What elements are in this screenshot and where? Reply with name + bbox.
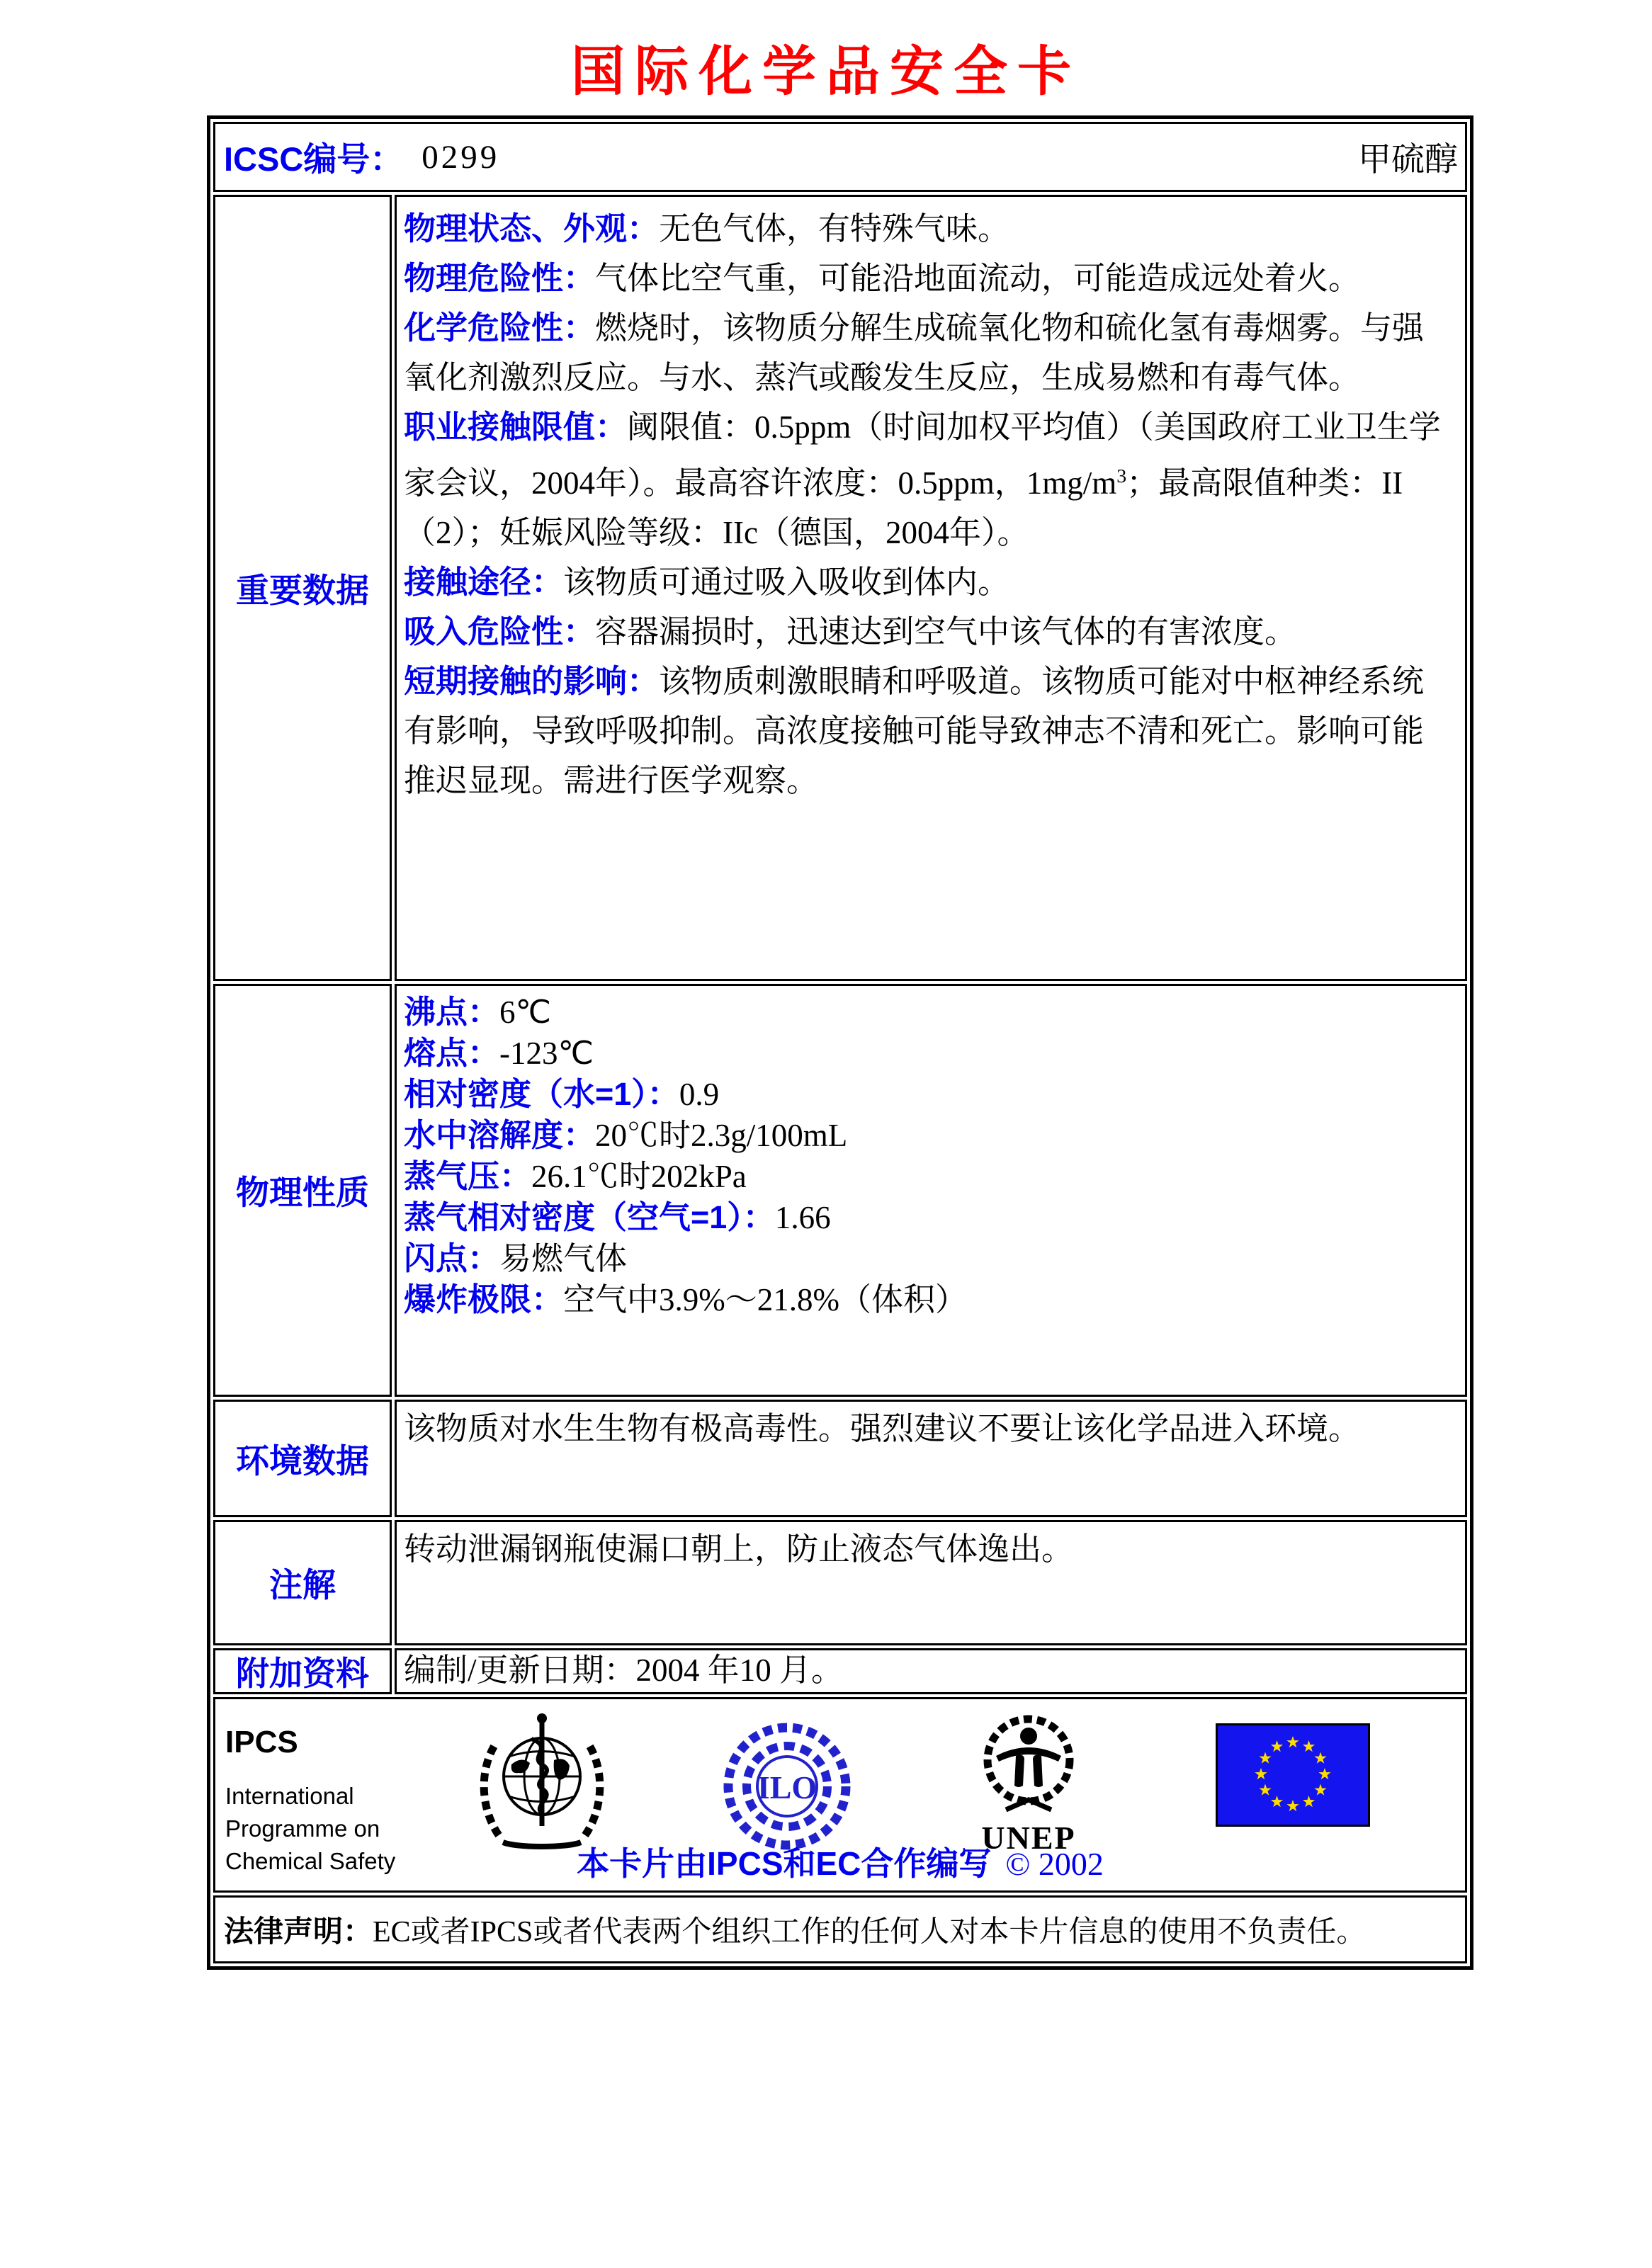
unep-logo-icon bbox=[972, 1712, 1085, 1818]
important-item bbox=[404, 402, 1455, 557]
item-label: 爆炸极限： bbox=[404, 1281, 564, 1317]
item-text: 0.9 bbox=[679, 1077, 720, 1112]
chemical-name: 甲硫醇 bbox=[1358, 142, 1458, 178]
page-title: 国际化学品安全卡 bbox=[571, 42, 1081, 102]
ilo-logo-icon bbox=[720, 1719, 854, 1854]
section-label-additional: 附加资料 bbox=[236, 1655, 369, 1692]
item-text: 6℃ bbox=[499, 994, 552, 1030]
physical-item bbox=[404, 1279, 1455, 1320]
physical-item bbox=[404, 992, 1455, 1033]
item-text: 容器漏损时，迅速达到空气中该气体的有害浓度。 bbox=[595, 614, 1297, 650]
legal-row bbox=[213, 1895, 1467, 1963]
environmental-data-row bbox=[213, 1400, 1467, 1517]
physical-item bbox=[404, 1238, 1455, 1279]
eu-flag-icon bbox=[1216, 1723, 1370, 1827]
item-label: 沸点： bbox=[404, 994, 500, 1030]
ipcs-title: IPCS bbox=[225, 1725, 298, 1759]
item-text: -123℃ bbox=[499, 1036, 594, 1071]
notes-label-cell bbox=[213, 1520, 392, 1645]
item-label: 接触途径： bbox=[404, 564, 564, 600]
item-text: 20℃时2.3g/100mL bbox=[595, 1118, 848, 1153]
important-item bbox=[404, 657, 1455, 805]
important-item bbox=[404, 254, 1455, 303]
item-text: 26.1℃时202kPa bbox=[531, 1159, 747, 1194]
caption-text: 本卡片由IPCS和EC合作编写 bbox=[577, 1845, 992, 1882]
item-text: 易燃气体 bbox=[499, 1241, 628, 1276]
logos-row bbox=[213, 1697, 1467, 1893]
card-table bbox=[207, 115, 1473, 1970]
important-item bbox=[404, 303, 1455, 402]
environmental-data-content: 该物质对水生生物有极高毒性。强烈建议不要让该化学品进入环境。 bbox=[395, 1400, 1467, 1517]
environmental-data-label-cell bbox=[213, 1400, 392, 1517]
logos-cell bbox=[213, 1697, 1467, 1893]
physical-properties-content bbox=[395, 984, 1467, 1397]
additional-info-content: 编制/更新日期：2004 年10 月。 bbox=[395, 1648, 1467, 1694]
important-item bbox=[404, 204, 1455, 254]
item-label: 蒸气压： bbox=[404, 1158, 532, 1194]
important-data-row bbox=[213, 195, 1467, 981]
item-text: 空气中3.9%～21.8%（体积） bbox=[563, 1282, 967, 1317]
item-text: 气体比空气重，可能沿地面流动，可能造成远处着火。 bbox=[595, 261, 1361, 296]
ilo-text: ILO bbox=[757, 1769, 817, 1805]
physical-item bbox=[404, 1033, 1455, 1074]
section-label-physical: 物理性质 bbox=[236, 1174, 369, 1211]
ipcs-subtitle-line1: International bbox=[225, 1783, 354, 1809]
physical-item bbox=[404, 1156, 1455, 1197]
item-label: 短期接触的影响： bbox=[404, 663, 660, 699]
important-data-content bbox=[395, 195, 1467, 981]
item-label: 熔点： bbox=[404, 1035, 500, 1071]
important-item bbox=[404, 557, 1455, 607]
item-label: 蒸气相对密度（空气=1）： bbox=[404, 1199, 775, 1235]
item-label: 闪点： bbox=[404, 1240, 500, 1276]
ipcs-subtitle-line2: Programme on bbox=[225, 1815, 380, 1842]
item-label: 物理状态、外观： bbox=[404, 210, 660, 246]
additional-info-label-cell bbox=[213, 1648, 392, 1694]
item-text: 1.66 bbox=[774, 1200, 831, 1235]
superscript: 3 bbox=[1116, 465, 1127, 487]
item-text: 阈限值：0.5ppm（时间加权平均值）（美国政府工业卫生学家会议，2004年）。最高容许浓度：0.5ppm，1mg/m bbox=[404, 409, 1441, 501]
icsc-number-label: ICSC编号： bbox=[224, 140, 404, 178]
important-item bbox=[404, 607, 1455, 657]
important-data-label-cell bbox=[213, 195, 392, 981]
item-text: 该物质可通过吸入吸收到体内。 bbox=[563, 565, 1010, 600]
physical-item bbox=[404, 1115, 1455, 1156]
legal-label: 法律声明： bbox=[224, 1915, 373, 1948]
section-label-important: 重要数据 bbox=[236, 571, 369, 609]
header-cell bbox=[213, 122, 1467, 192]
section-label-notes: 注解 bbox=[269, 1566, 336, 1604]
physical-item bbox=[404, 1074, 1455, 1115]
item-text: 燃烧时，该物质分解生成硫氧化物和硫化氢有毒烟雾。与强氧化剂激烈反应。与水、蒸汽或酸发生反应，生成易燃和有毒气体。 bbox=[404, 310, 1425, 395]
legal-text: EC或者IPCS或者代表两个组织工作的任何人对本卡片信息的使用不负责任。 bbox=[373, 1916, 1367, 1949]
item-label: 相对密度（水=1）： bbox=[404, 1076, 679, 1112]
item-label: 物理危险性： bbox=[404, 260, 596, 296]
cooperation-caption bbox=[215, 1838, 1465, 1885]
additional-info-row bbox=[213, 1648, 1467, 1694]
unep-text: UNEP bbox=[981, 1820, 1076, 1856]
notes-row bbox=[213, 1520, 1467, 1645]
unep-block bbox=[958, 1712, 1099, 1856]
legal-cell bbox=[213, 1895, 1467, 1963]
item-text: 该物质刺激眼睛和呼吸道。该物质可能对中枢神经系统有影响，导致呼吸抑制。高浓度接触可能导致神志不清和死亡。影响可能推迟显现。需进行医学观察。 bbox=[404, 664, 1425, 798]
item-text: 无色气体，有特殊气味。 bbox=[659, 211, 1010, 246]
ipcs-subtitle-line3: Chemical Safety bbox=[225, 1848, 396, 1874]
item-label: 水中溶解度： bbox=[404, 1117, 596, 1153]
header-row bbox=[213, 122, 1467, 192]
item-label: 化学危险性： bbox=[404, 310, 596, 346]
icsc-number: 0299 bbox=[422, 138, 500, 176]
physical-item bbox=[404, 1197, 1455, 1238]
notes-content: 转动泄漏钢瓶使漏口朝上，防止液态气体逸出。 bbox=[395, 1520, 1467, 1645]
physical-properties-row bbox=[213, 984, 1467, 1397]
item-label: 吸入危险性： bbox=[404, 613, 596, 650]
section-label-environment: 环境数据 bbox=[236, 1441, 369, 1480]
who-logo-icon bbox=[475, 1709, 609, 1854]
item-label: 职业接触限值： bbox=[404, 409, 628, 445]
item-text: ；最高限值种类：II（2）；妊娠风险等级：IIc（德国，2004年）。 bbox=[404, 465, 1403, 550]
physical-properties-label-cell bbox=[213, 984, 392, 1397]
caption-year: © 2002 bbox=[1005, 1846, 1104, 1882]
